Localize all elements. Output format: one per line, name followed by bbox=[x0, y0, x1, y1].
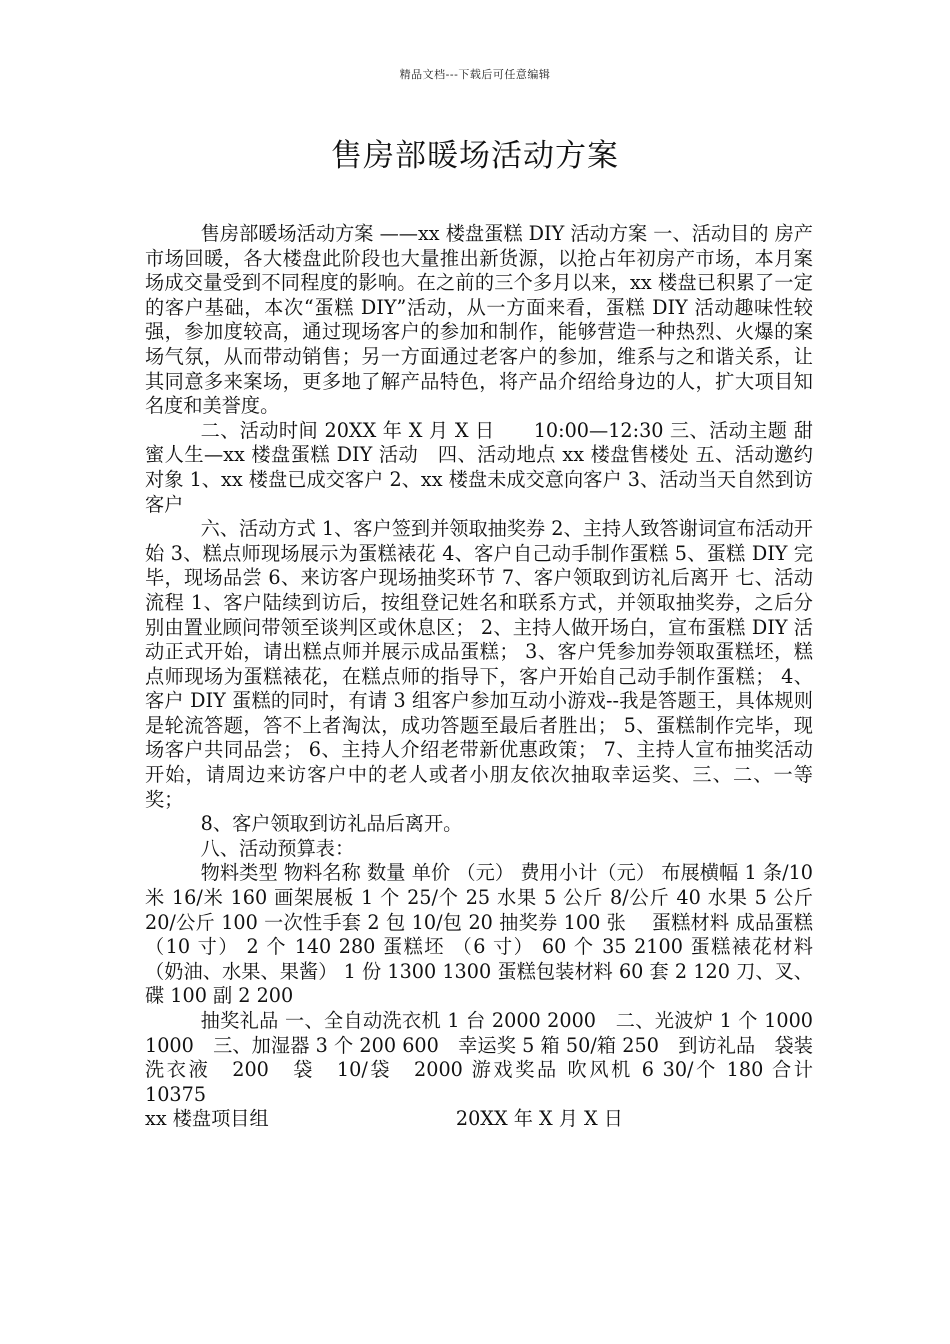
header-note: 精品文档---下载后可任意编辑 bbox=[399, 68, 551, 81]
signature-date: 20XX 年 X 月 X 日 bbox=[455, 1107, 623, 1131]
document-body bbox=[145, 222, 833, 1132]
signature-line bbox=[145, 1107, 813, 1132]
paragraph-purpose: 售房部暖场活动方案 ——xx 楼盘蛋糕 DIY 活动方案 一、活动目的 房产市场回暖，各大楼盘此阶段也大量推出新货源，以抢占年初房产市场，本月案场成交量受到不同程度的影响。在之前的三个多月以来，xx 楼盘已积累了一定的客户基础，本次“蛋糕 DIY”活动，从一方面来看，蛋糕 DIY 活动趣味性较强，参加度较高，通过现场客户的参加和制作，能够营造一种热烈、火爆的案场气氛，从而带动销售；另一方面通过老客户的参加，维系与之和谐关系，让其同意多来案场，更多地了解产品特色，将产品介绍给身边的人，扩大项目知名度和美誉度。 bbox=[145, 222, 813, 418]
paragraph-budget-prizes: 抽奖礼品 一、全自动洗衣机 1 台 2000 2000 二、光波炉 1 个 1000 1000 三、加湿器 3 个 200 600 幸运奖 5 箱 50/箱 250 到访礼品 袋装洗衣液 200 袋 10/袋 2000 游戏奖品 吹风机 6 30/个 180 合计 10375 bbox=[145, 1009, 833, 1106]
document-title: 售房部暖场活动方案 bbox=[331, 138, 619, 174]
paragraph-budget-heading: 八、活动预算表： bbox=[200, 836, 355, 860]
paragraph-budget-materials: 物料类型 物料名称 数量 单价 （元） 费用小计（元） 布展横幅 1 条/10 米 16/米 160 画架展板 1 个 25/个 25 水果 5 公斤 8/公斤 40 水果 5 公斤 20/公斤 100 一次性手套 2 包 10/包 20 抽奖券 100 张 蛋糕材料 成品蛋糕 （10 寸） 2 个 140 280 蛋糕坯 （6 寸） 60 个 35 2100 蛋糕裱花材料 （奶油、水果、果酱） 1 份 1300 1300 蛋糕包装材料 60 套 2 120 刀、叉、碟 100 副 2 200 bbox=[145, 861, 813, 1008]
paragraph-method-process: 六、活动方式 1、客户签到并领取抽奖券 2、主持人致答谢词宣布活动开始 3、糕点师现场展示为蛋糕裱花 4、客户自己动手制作蛋糕 5、蛋糕 DIY 完毕，现场品尝 6、来访客户现场抽奖环节 7、客户领取到访礼后离开 七、活动流程 1、客户陆续到访后，按组登记姓名和联系方式，并领取抽奖券，之后分别由置业顾问带领至谈判区或休息区； 2、主持人做开场白，宣布蛋糕 DIY 活动正式开始，请出糕点师并展示成品蛋糕； 3、客户凭参加券领取蛋糕坯，糕点师现场为蛋糕裱花，在糕点师的指导下，客户开始自己动手制作蛋糕； 4、客户 DIY 蛋糕的同时，有请 3 组客户参加互动小游戏--我是答题王，具体规则是轮流答题，答不上者淘汰，成功答题至最后者胜出； 5、蛋糕制作完毕，现场客户共同品尝； 6、主持人介绍老带新优惠政策； 7、主持人宣布抽奖活动开始，请周边来访客户中的老人或者小朋友依次抽取幸运奖、三、二、一等奖； bbox=[145, 517, 813, 811]
paragraph-time-theme-place: 二、活动时间 20XX 年 X 月 X 日 10:00—12:30 三、活动主题 甜蜜人生—xx 楼盘蛋糕 DIY 活动 四、活动地点 xx 楼盘售楼处 五、活动邀约对象 1、xx 楼盘已成交客户 2、xx 楼盘未成交意向客户 3、活动当天自然到访客户 bbox=[145, 418, 813, 516]
paragraph-process-end: 8、客户领取到访礼品后离开。 bbox=[200, 812, 463, 836]
signature-org: xx 楼盘项目组 bbox=[145, 1107, 269, 1131]
